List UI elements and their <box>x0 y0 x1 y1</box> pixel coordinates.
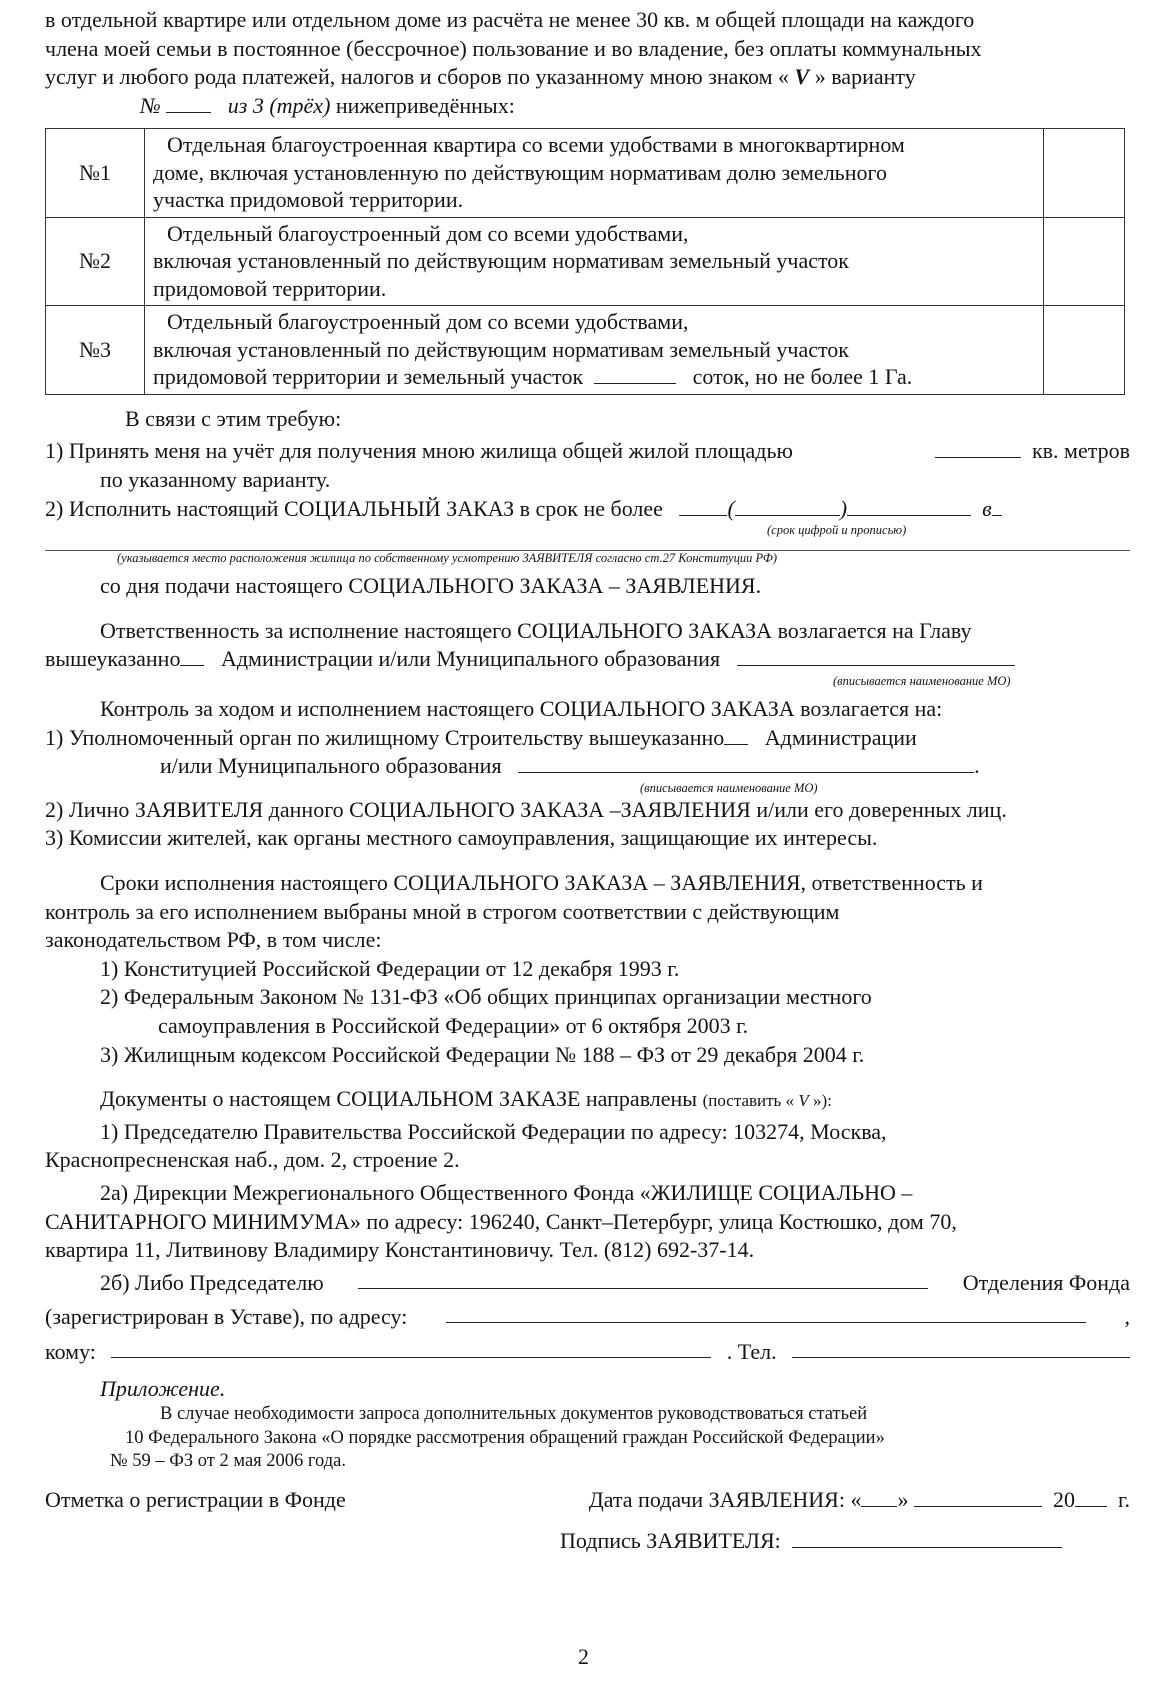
appendix-title: Приложение. <box>100 1375 226 1401</box>
option-number: №1 <box>46 129 145 218</box>
option-number: №2 <box>46 217 145 306</box>
variant-number-field[interactable] <box>166 93 211 113</box>
mo-hint: (вписывается наименование МО) <box>833 674 1011 689</box>
signature-line: Подпись ЗАЯВИТЕЛЯ: <box>45 1527 1130 1556</box>
control-item-2: 2) Лично ЗАЯВИТЕЛЯ данного СОЦИАЛЬНОГО ЗАКАЗА –ЗАЯВЛЕНИЯ и/или его доверенных лиц. <box>45 796 1007 822</box>
terms-line-2: контроль за его исполнением выбраны мной в строгом соответствии с действующим <box>45 898 840 924</box>
control-item-1-cont: и/или Муниципального образования . <box>160 753 980 779</box>
chairman-field[interactable] <box>358 1269 928 1289</box>
intro-line-4: № из 3 (трёх) нижеприведённых: <box>140 92 515 118</box>
address-2b: 2б) Либо Председателю Отделения Фонда <box>100 1269 1130 1295</box>
terms-line-1: Сроки исполнения настоящего СОЦИАЛЬНОГО ЗАКАЗА – ЗАЯВЛЕНИЯ, ответственность и <box>100 870 983 895</box>
options-table <box>45 128 1125 395</box>
ending-field[interactable] <box>180 646 204 666</box>
address-line: (зарегистрирован в Уставе), по адресу: , <box>45 1304 1130 1330</box>
address-2a-cont-1: САНИТАРНОГО МИНИМУМА» по адресу: 196240, Санкт–Петербург, улица Костюшко, дом 70, <box>45 1208 957 1234</box>
table-row <box>46 217 1125 306</box>
control-item-1: 1) Уполномоченный орган по жилищному Строительству вышеуказанно Администрации <box>45 724 917 750</box>
law-item-1: 1) Конституцией Российской Федерации от 12 декабря 1993 г. <box>100 955 680 981</box>
document-page <box>45 6 1130 1555</box>
option-checkbox-cell[interactable] <box>1044 306 1125 395</box>
table-row <box>46 306 1125 395</box>
law-item-2-cont: самоуправления в Российской Федерации» от 6 октября 2003 г. <box>158 1012 749 1038</box>
intro-line-2: члена моей семьи в постоянное (бессрочное) пользование и во владение, без оплаты коммунальных <box>45 35 982 61</box>
phone-field[interactable] <box>792 1338 1130 1358</box>
law-item-3: 3) Жилищным кодексом Российской Федерации № 188 – ФЗ от 29 декабря 2004 г. <box>100 1041 865 1067</box>
table-row <box>46 129 1125 218</box>
appendix-text: В случае необходимости запроса дополнительных документов руководствоваться статьей 10 Федерального Закона «О порядке рассмотрения обращений граждан Российской Федерации» № 59 – ФЗ от 2 мая 2006 года. <box>110 1404 885 1472</box>
demands-heading: В связи с этим требую: <box>125 405 342 431</box>
option-description: Отдельная благоустроенная квартира со всеми удобствами в многоквартирном доме, включая установленную по действующим нормативам долю земельного участка придомовой территории. <box>145 129 1044 218</box>
option-description: Отдельный благоустроенный дом со всеми удобствами, включая установленный по действующим нормативам земельный участок придомовой территории и земельный участок соток, но не более 1 Га. <box>145 306 1044 395</box>
address-1-cont: Краснопресненская наб., дом. 2, строение 2. <box>45 1147 460 1173</box>
mo-name-field[interactable] <box>737 646 1015 666</box>
address-1: 1) Председателю Правительства Российской Федерации по адресу: 103274, Москва, <box>100 1118 887 1144</box>
ending-field[interactable] <box>724 725 748 745</box>
option-checkbox-cell[interactable] <box>1044 217 1125 306</box>
demand-1: 1) Принять меня на учёт для получения мною жилища общей жилой площадью кв. метров <box>45 438 1130 464</box>
page-number: 2 <box>578 1644 589 1669</box>
address-field[interactable] <box>446 1303 1086 1323</box>
recipient-line: кому: . Тел. <box>45 1338 1130 1367</box>
terms-line-3: законодательством РФ, в том числе: <box>45 927 382 953</box>
from-day-line: со дня подачи настоящего СОЦИАЛЬНОГО ЗАКАЗА – ЗАЯВЛЕНИЯ. <box>100 573 762 599</box>
day-field[interactable] <box>861 1487 897 1507</box>
plot-size-field[interactable] <box>594 364 676 384</box>
footer-date-row: Отметка о регистрации в Фонде Дата подачи ЗАЯВЛЕНИЯ: « » 20 г. <box>45 1486 1130 1515</box>
address-2a: 2а) Дирекции Межрегионального Общественного Фонда «ЖИЛИЩЕ СОЦИАЛЬНО – <box>100 1179 913 1205</box>
option-checkbox-cell[interactable] <box>1044 129 1125 218</box>
registration-mark: Отметка о регистрации в Фонде <box>45 1487 346 1513</box>
v-mark: V <box>794 64 810 90</box>
term-hint: (срок цифрой и прописью) <box>767 523 907 538</box>
docs-heading: Документы о настоящем СОЦИАЛЬНОМ ЗАКАЗЕ направлены (поставить « V »): <box>100 1086 832 1112</box>
mo-hint: (вписывается наименование МО) <box>640 780 818 795</box>
place-hint: (указывается место расположения жилища по собственному усмотрению ЗАЯВИТЕЛЯ согласно ст.27 Конституции РФ) <box>117 551 777 566</box>
intro-line-3: услуг и любого рода платежей, налогов и сборов по указанному мною знаком « V » варианту <box>45 64 916 90</box>
option-description: Отдельный благоустроенный дом со всеми удобствами, включая установленный по действующим нормативам земельный участок придомовой территории. <box>145 217 1044 306</box>
demand-1-cont: по указанному варианту. <box>100 467 331 493</box>
law-item-2: 2) Федеральным Законом № 131-ФЗ «Об общих принципах организации местного <box>100 984 872 1010</box>
address-2a-cont-2: квартира 11, Литвинову Владимиру Константиновичу. Тел. (812) 692-37-14. <box>45 1237 755 1263</box>
term-field[interactable] <box>735 496 840 516</box>
signature-field[interactable] <box>792 1528 1062 1548</box>
month-field[interactable] <box>914 1487 1042 1507</box>
responsibility-line-1: Ответственность за исполнение настоящего СОЦИАЛЬНОГО ЗАКАЗА возлагается на Главу <box>100 617 972 643</box>
option-number: №3 <box>46 306 145 395</box>
responsibility-line-2: вышеуказанно Администрации и/или Муниципального образования <box>45 645 1130 674</box>
area-field[interactable] <box>935 438 1021 458</box>
intro-line-1: в отдельной квартире или отдельном доме из расчёта не менее 30 кв. м общей площади на каждого <box>45 7 975 32</box>
control-heading: Контроль за ходом и исполнением настоящего СОЦИАЛЬНОГО ЗАКАЗА возлагается на: <box>100 696 943 722</box>
year-field[interactable] <box>1075 1487 1107 1507</box>
demand-2: 2) Исполнить настоящий СОЦИАЛЬНЫЙ ЗАКАЗ в срок не более ( ) в <box>45 495 1130 524</box>
mo-name-field[interactable] <box>518 753 974 773</box>
control-item-3: 3) Комиссии жителей, как органы местного самоуправления, защищающие их интересы. <box>45 825 878 851</box>
recipient-field[interactable] <box>111 1338 711 1358</box>
